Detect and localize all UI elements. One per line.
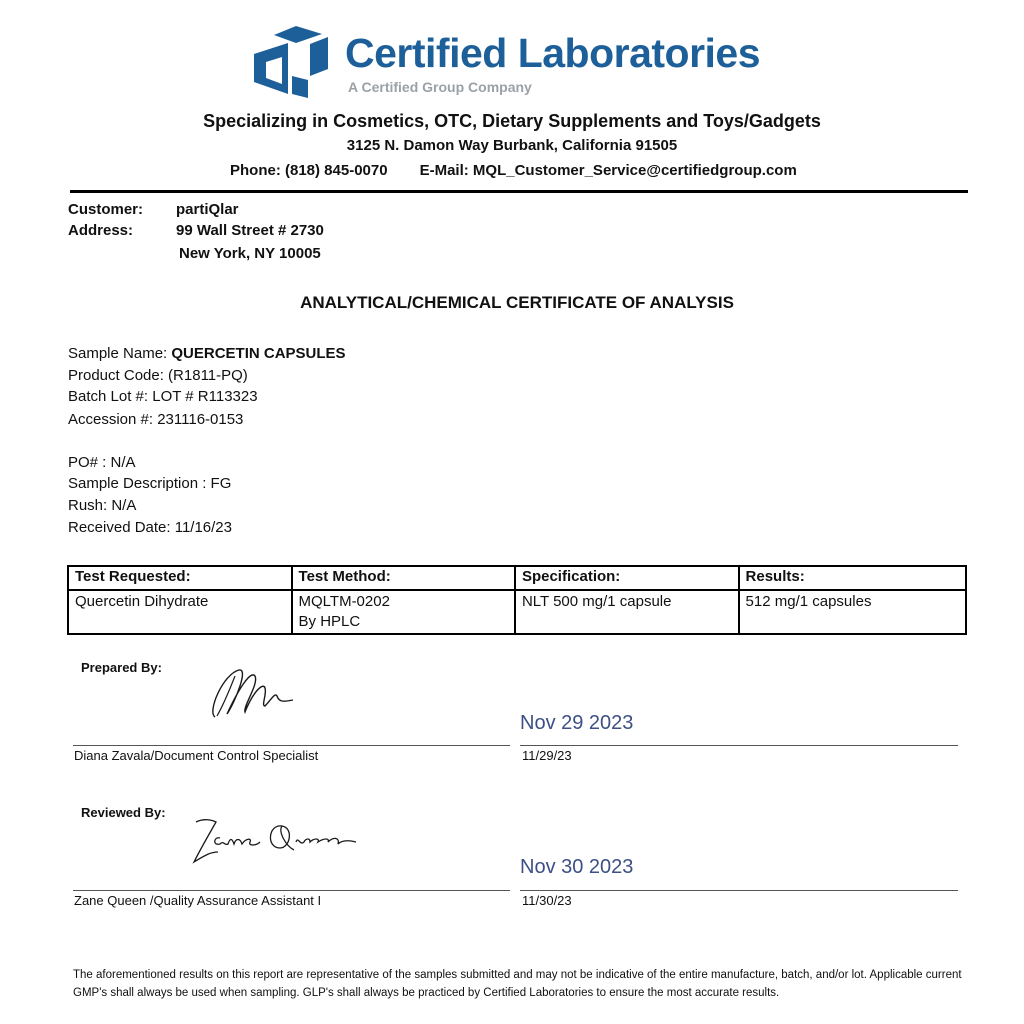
test-method-cell <box>292 590 515 634</box>
customer-value: partiQlar <box>176 201 239 218</box>
sample-description: Sample Description : FG <box>68 475 232 492</box>
specialty-line: Specializing in Cosmetics, OTC, Dietary Supplements and Toys/Gadgets <box>203 111 821 131</box>
table-row <box>68 590 966 634</box>
table-header-row <box>68 566 966 590</box>
sample-name-label: Sample Name: <box>68 345 172 362</box>
reviewed-by-name: Zane Queen /Quality Assurance Assistant I <box>74 893 322 908</box>
test-method-technique: By HPLC <box>298 613 361 630</box>
company-tagline: A Certified Group Company <box>348 79 532 95</box>
test-method-code: MQLTM-0202 <box>298 593 390 610</box>
customer-label: Customer: <box>68 201 144 218</box>
specification-cell: NLT 500 mg/1 capsule <box>515 590 739 634</box>
header-divider <box>70 190 968 193</box>
sample-name-value: QUERCETIN CAPSULES <box>171 345 346 362</box>
column-header: Test Requested: <box>68 566 292 590</box>
result-cell: 512 mg/1 capsules <box>739 590 966 634</box>
lab-email: E-Mail: MQL_Customer_Service@certifiedgroup.com <box>419 162 797 179</box>
prepared-date: 11/29/23 <box>522 748 572 763</box>
address-line-1: 99 Wall Street # 2730 <box>176 222 324 239</box>
contact-line <box>230 162 797 179</box>
column-header: Results: <box>739 566 966 590</box>
sample-name <box>68 345 346 362</box>
test-requested-cell: Quercetin Dihydrate <box>68 590 292 634</box>
po-number: PO# : N/A <box>68 454 136 471</box>
reviewed-signature-line <box>73 890 510 891</box>
column-header: Specification: <box>515 566 739 590</box>
batch-lot: Batch Lot #: LOT # R113323 <box>68 388 258 405</box>
lab-address: 3125 N. Damon Way Burbank, California 91505 <box>346 137 678 154</box>
results-table <box>67 565 967 635</box>
disclaimer-text: The aforementioned results on this report are representative of the samples submitted and may not be indicative of the entire manufacture, batch, and/or lot. Applicable current GMP's shall always be used when sampling. GLP's shall always be practiced by Certified Laboratories to ensure the most accurate results. <box>73 969 962 999</box>
certified-laboratories-logo-icon <box>252 24 332 100</box>
prepared-date-line <box>520 745 958 746</box>
address-label: Address: <box>68 222 134 239</box>
lab-phone: Phone: (818) 845-0070 <box>230 162 388 179</box>
prepared-by-name: Diana Zavala/Document Control Specialist <box>74 748 319 763</box>
column-header: Test Method: <box>292 566 515 590</box>
prepared-signature-line <box>73 745 510 746</box>
reviewed-date: 11/30/23 <box>522 893 572 908</box>
rush: Rush: N/A <box>68 497 137 514</box>
received-date: Received Date: 11/16/23 <box>68 519 232 536</box>
prepared-by-label: Prepared By: <box>81 660 162 675</box>
prepared-stamp-date: Nov 29 2023 <box>520 712 634 734</box>
company-name: Certified Laboratories <box>345 30 761 76</box>
reviewed-stamp-date: Nov 30 2023 <box>520 856 634 878</box>
prepared-signature-icon <box>205 662 300 724</box>
reviewed-by-label: Reviewed By: <box>81 805 166 820</box>
certificate-title: ANALYTICAL/CHEMICAL CERTIFICATE OF ANALYSIS <box>300 293 734 312</box>
accession-number: Accession #: 231116-0153 <box>68 411 244 428</box>
product-code: Product Code: (R1811-PQ) <box>68 367 248 384</box>
address-line-2: New York, NY 10005 <box>179 245 321 262</box>
reviewed-signature-icon <box>190 812 365 867</box>
reviewed-date-line <box>520 890 958 891</box>
